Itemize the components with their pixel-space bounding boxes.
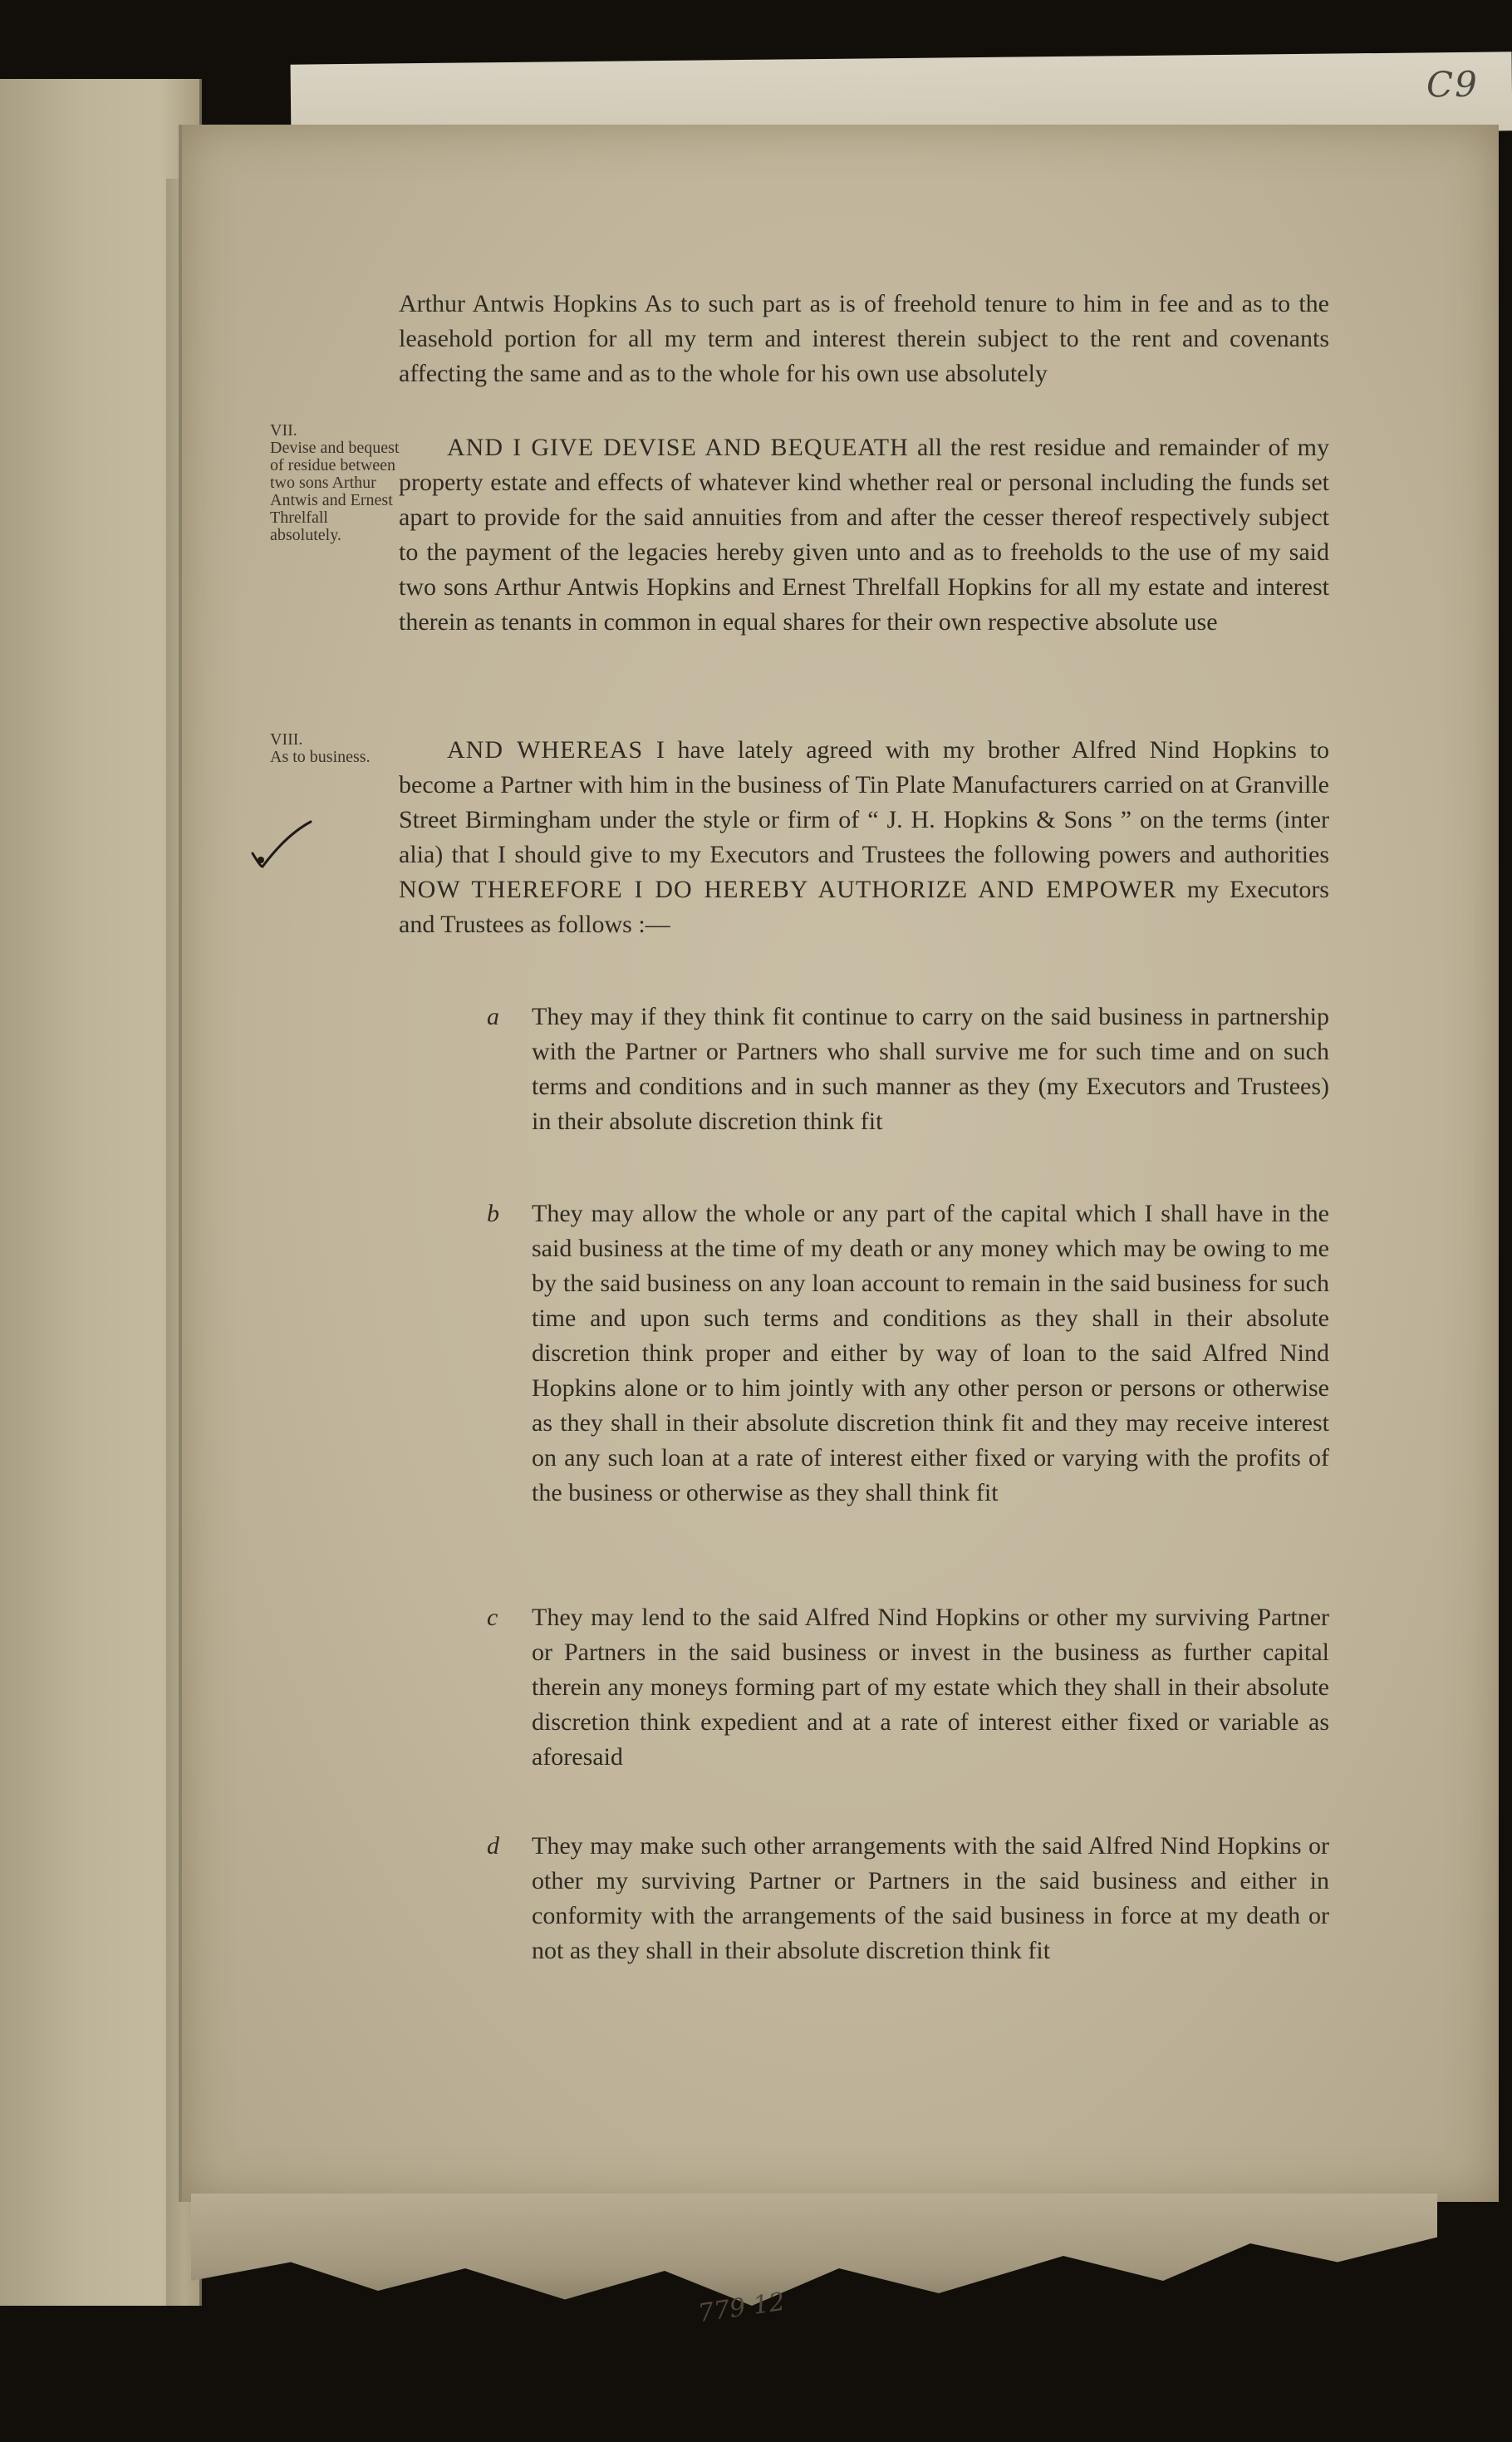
paragraph-residue bbox=[399, 430, 1329, 640]
paragraph-text: I have lately agreed with my brother Alfred Nind Hopkins to become a Partner with him in the business of Tin Plate Manufacturers carried on at Granville Street Birmingham under the style or firm of “ J. H. Hopkins & Sons ” on the terms (inter alia) that I should give to my Executors and Trustees the following powers and authorities bbox=[399, 736, 1329, 868]
handwritten-tick-icon bbox=[249, 818, 316, 877]
margin-note-text: As to business. bbox=[270, 748, 371, 766]
sub-item-text: They may make such other arrangements with the said Alfred Nind Hopkins or other my surviving Partner or Partners in the said business and either in conformity with the arrangements of the said business in force at my death or not as they shall in their absolute discretion think fit bbox=[532, 1832, 1329, 1964]
margin-note-number: VIII. bbox=[270, 730, 303, 749]
sub-item-letter: b bbox=[487, 1200, 499, 1227]
sub-item-a bbox=[487, 1000, 1329, 1139]
margin-note-viii bbox=[270, 731, 403, 766]
torn-edge-handwriting: 779 12 bbox=[696, 2287, 787, 2329]
paragraph-lead-caps: AND I GIVE DEVISE AND BEQUEATH bbox=[447, 434, 909, 461]
sub-item-d bbox=[487, 1829, 1329, 1968]
paragraph-business bbox=[399, 733, 1329, 942]
torn-bottom-edge bbox=[191, 2194, 1437, 2318]
paragraph-text-end: my Executors and Trustees as follows :— bbox=[399, 876, 1329, 938]
sub-item-b bbox=[487, 1196, 1329, 1511]
sub-item-text: They may if they think fit continue to carry on the said business in partnership with the Partner or Partners who shall survive me for such time and on such terms and conditions and in such manner as they (my Executors and Trustees) in their absolute discretion think fit bbox=[532, 1003, 1329, 1135]
paragraph-text: all the rest residue and remainder of my property estate and effects of whatever kind whether real or personal including the funds set apart to provide for the said annuities from and after the cesser thereof respectively subject to the payment of the legacies hereby given unto and as to freeholds to the use of my said two sons Arthur Antwis Hopkins and Ernest Threlfall Hopkins for all my estate and interest therein as tenants in common in equal shares for their own respective absolute use bbox=[399, 434, 1329, 636]
margin-note-number: VII. bbox=[270, 421, 297, 440]
paragraph-text: Arthur Antwis Hopkins As to such part as is of freehold tenure to him in fee and as to the leasehold portion for all my term and interest therein subject to the rent and covenants affecting the same and as to the whole for his own use absolutely bbox=[399, 290, 1329, 387]
sub-item-letter: d bbox=[487, 1832, 499, 1860]
adjacent-page-edge bbox=[0, 79, 202, 2306]
paragraph-continuation bbox=[399, 287, 1329, 391]
margin-note-vii bbox=[270, 422, 403, 544]
paragraph-caps-phrase: NOW THEREFORE I DO HEREBY AUTHORIZE AND EMPOWER bbox=[399, 876, 1177, 903]
sub-item-letter: c bbox=[487, 1604, 498, 1631]
paragraph-body bbox=[399, 430, 1329, 640]
sub-item-c bbox=[487, 1600, 1329, 1775]
paragraph-body bbox=[399, 733, 1329, 942]
sub-item-text: They may allow the whole or any part of the capital which I shall have in the said business at the time of my death or any money which may be owing to me by the said business on any loan account to remain in the said business for such time and upon such terms and conditions as they shall in their absolute discretion think proper and either by way of loan to the said Alfred Nind Hopkins alone or to him jointly with any other person or persons or otherwise as they shall in their absolute discretion think fit and they may receive interest on any such loan at a rate of interest either fixed or varying with the profits of the business or otherwise as they shall think fit bbox=[532, 1200, 1329, 1506]
slip-handwriting: C9 bbox=[1426, 63, 1480, 106]
sub-item-letter: a bbox=[487, 1003, 499, 1030]
margin-note-text: Devise and bequest of residue between two sons Arthur Antwis and Ernest Threlfall absolutely. bbox=[270, 439, 400, 544]
sub-item-text: They may lend to the said Alfred Nind Hopkins or other my surviving Partner or Partners in the said business or invest in the business as further capital therein any moneys forming part of my estate which they shall in their absolute discretion think expedient and at a rate of interest either fixed or variable as aforesaid bbox=[532, 1604, 1329, 1771]
paragraph-lead-caps: AND WHEREAS bbox=[447, 736, 644, 764]
